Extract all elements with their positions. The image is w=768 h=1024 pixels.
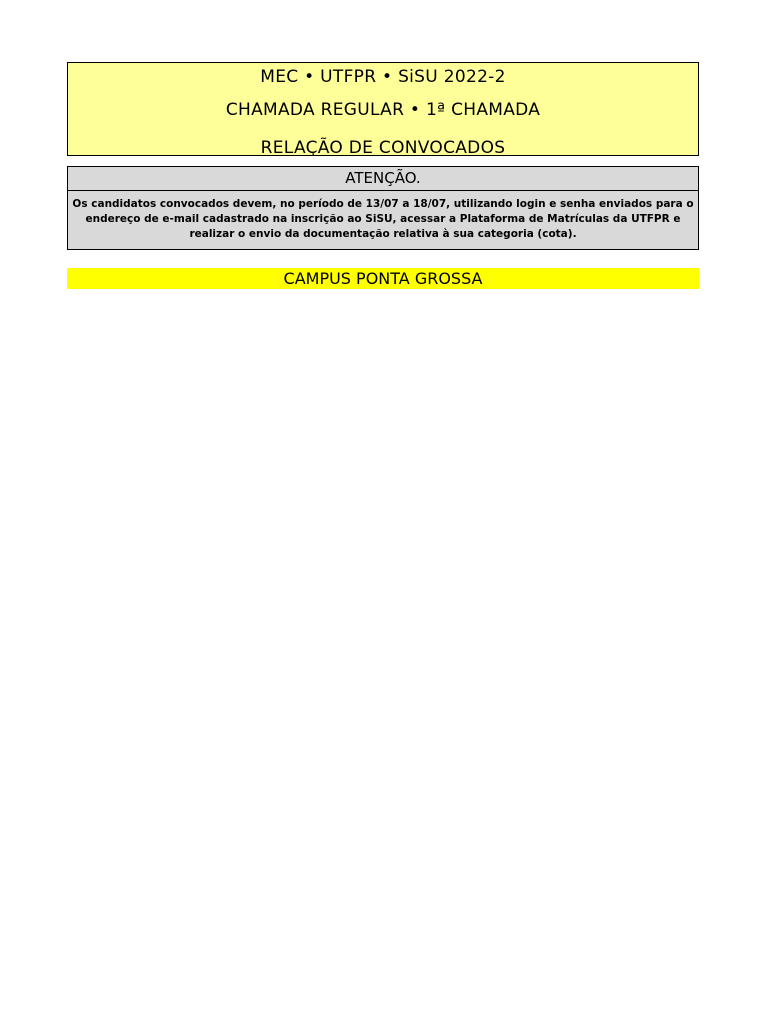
notice-title: ATENÇÃO.	[68, 167, 698, 191]
header-line-chamada: CHAMADA REGULAR • 1ª CHAMADA	[225, 100, 541, 120]
document-header	[67, 62, 699, 156]
campus-banner: CAMPUS PONTA GROSSA	[67, 268, 699, 289]
notice-text: Os candidatos convocados devem, no período de 13/07 a 18/07, utilizando login e senha enviados para o endereço de e-mail cadastrado na inscrição ao SiSU, acessar a Plataforma de Matrículas da UTFPR e realizar o envio da documentação relativa à sua categoria (cota).	[72, 198, 694, 240]
header-line-sisu: MEC • UTFPR • SiSU 2022-2	[260, 67, 506, 87]
attention-notice	[67, 166, 699, 250]
header-line-relacao: RELAÇÃO DE CONVOCADOS	[260, 138, 506, 158]
